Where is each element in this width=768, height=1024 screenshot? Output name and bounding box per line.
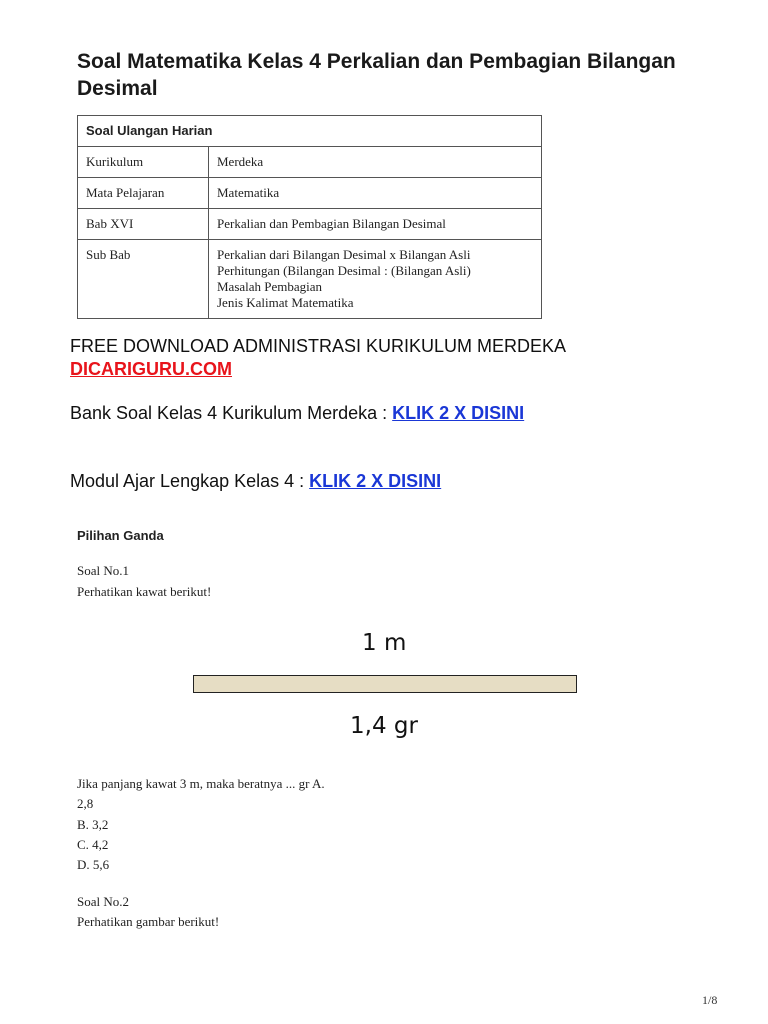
table-value: Merdeka [209,147,542,178]
modul-line [70,471,441,492]
free-download-text: FREE DOWNLOAD ADMINISTRASI KURIKULUM MERDEKA [70,336,567,356]
site-link[interactable]: DICARIGURU.COM [70,359,232,379]
question-instruction: Perhatikan kawat berikut! [77,584,212,599]
answer-option: D. 5,6 [77,857,110,872]
answer-option: B. 3,2 [77,817,109,832]
table-value: Matematika [209,178,542,209]
site-line [70,359,232,380]
modul-label: Modul Ajar Lengkap Kelas 4 : [70,471,310,491]
table-header: Soal Ulangan Harian [78,116,542,147]
answer-option: 2,8 [77,796,94,811]
question-number: Soal No.1 [77,563,129,578]
modul-link[interactable]: KLIK 2 X DISINI [309,471,442,491]
sub-bab-line: Perkalian dari Bilangan Desimal x Bilangan Asli [217,247,471,262]
bank-soal-line [70,403,524,424]
table-row [78,209,542,240]
table-key: Mata Pelajaran [78,178,209,209]
question-text: Jika panjang kawat 3 m, maka beratnya ... gr A. [77,776,325,791]
table-value [209,240,542,319]
info-table [77,115,542,319]
sub-bab-line: Masalah Pembagian [217,279,323,294]
page-title: Soal Matematika Kelas 4 Perkalian dan Pembagian Bilangan Desimal [77,50,676,100]
wire-weight-label: 1,4 gr [350,713,418,739]
page-number: 1/8 [702,993,718,1007]
table-row [78,147,542,178]
table-key: Bab XVI [78,209,209,240]
table-key: Kurikulum [78,147,209,178]
wire-length-label: 1 m [362,630,407,656]
section-title: Pilihan Ganda [77,528,164,543]
wire-bar [193,675,577,693]
table-row [78,178,542,209]
table-value: Perkalian dan Pembagian Bilangan Desimal [209,209,542,240]
sub-bab-line: Jenis Kalimat Matematika [217,295,354,310]
table-row [78,240,542,319]
table-header-row [78,116,542,147]
bank-soal-link[interactable]: KLIK 2 X DISINI [392,403,525,423]
question-instruction: Perhatikan gambar berikut! [77,914,220,929]
answer-option: C. 4,2 [77,837,109,852]
table-key: Sub Bab [78,240,209,319]
question-number: Soal No.2 [77,894,129,909]
bank-soal-label: Bank Soal Kelas 4 Kurikulum Merdeka : [70,403,393,423]
sub-bab-line: Perhitungan (Bilangan Desimal : (Bilangan Asli) [217,263,471,278]
